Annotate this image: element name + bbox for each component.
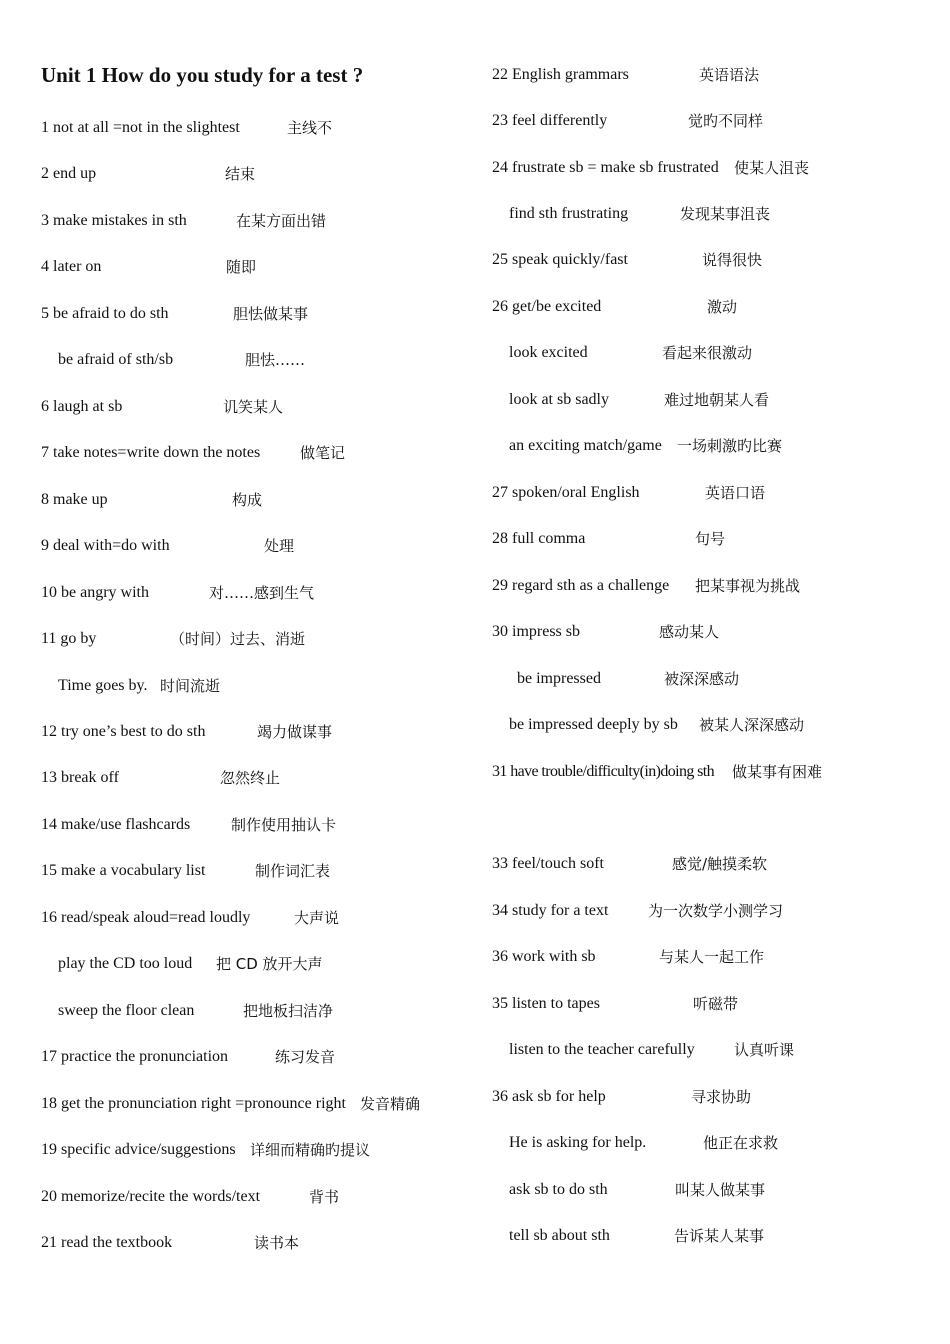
phrase-english: tell sb about sth xyxy=(509,1227,610,1244)
phrase-chinese: 难过地朝某人看 xyxy=(664,391,770,409)
phrase-english: be afraid of sth/sb xyxy=(58,351,174,368)
phrase-english: 16 read/speak aloud=read loudly xyxy=(41,909,251,926)
phrase-chinese: 句号 xyxy=(695,530,726,548)
phrase-english: be impressed deeply by sb xyxy=(509,716,678,733)
phrase-english: 15 make a vocabulary list xyxy=(41,862,206,879)
phrase-chinese: 把 CD 放开大声 xyxy=(216,955,323,973)
phrase-english: 1 not at all =not in the slightest xyxy=(41,119,240,136)
phrase-english: 27 spoken/oral English xyxy=(492,484,640,501)
phrase-english: 12 try one’s best to do sth xyxy=(41,723,206,740)
phrase-english: 9 deal with=do with xyxy=(41,537,170,554)
phrase-chinese: 结束 xyxy=(225,165,256,183)
phrase-english: 35 listen to tapes xyxy=(492,995,600,1012)
phrase-english: 7 take notes=write down the notes xyxy=(41,444,261,461)
phrase-chinese: 主线不 xyxy=(287,119,333,137)
phrase-chinese: 他正在求救 xyxy=(703,1134,779,1152)
phrase-chinese: 忽然终止 xyxy=(220,769,281,787)
phrase-english: 22 English grammars xyxy=(492,66,629,83)
phrase-english: 36 ask sb for help xyxy=(492,1088,606,1105)
phrase-english: 25 speak quickly/fast xyxy=(492,251,628,268)
phrase-chinese: 感动某人 xyxy=(659,623,720,641)
phrase-chinese: 做某事有困难 xyxy=(732,763,823,781)
phrase-english: be impressed xyxy=(517,670,601,687)
phrase-chinese: 叫某人做某事 xyxy=(675,1181,766,1199)
phrase-english: 29 regard sth as a challenge xyxy=(492,577,670,594)
phrase-chinese: 激动 xyxy=(707,298,738,316)
phrase-chinese: 被某人深深感动 xyxy=(699,716,805,734)
phrase-english: an exciting match/game xyxy=(509,437,662,454)
phrase-english: 10 be angry with xyxy=(41,584,149,601)
phrase-english: 31 have trouble/difficulty(in)doing sth xyxy=(492,763,715,780)
phrase-english: 13 break off xyxy=(41,769,119,786)
page-title: Unit 1 How do you study for a test ? xyxy=(41,63,364,87)
phrase-chinese: 发音精确 xyxy=(360,1095,421,1113)
phrase-english: 30 impress sb xyxy=(492,623,580,640)
phrase-english: listen to the teacher carefully xyxy=(509,1041,695,1058)
phrase-chinese: 听磁带 xyxy=(693,995,739,1013)
phrase-english: 23 feel differently xyxy=(492,112,608,129)
phrase-chinese: 被深深感动 xyxy=(664,670,740,688)
phrase-chinese: 看起来很激动 xyxy=(662,344,753,362)
phrase-english: 19 specific advice/suggestions xyxy=(41,1141,236,1158)
phrase-chinese: 告诉某人某事 xyxy=(674,1227,765,1245)
phrase-chinese: 认真听课 xyxy=(734,1041,795,1059)
phrase-english: 11 go by xyxy=(41,630,97,647)
phrase-english: 28 full comma xyxy=(492,530,586,547)
phrase-english: play the CD too loud xyxy=(58,955,193,972)
phrase-english: ask sb to do sth xyxy=(509,1181,608,1198)
phrase-chinese: 处理 xyxy=(264,537,295,555)
phrase-chinese: 把某事视为挑战 xyxy=(695,577,801,595)
phrase-chinese: 做笔记 xyxy=(300,444,346,462)
phrase-chinese: 练习发音 xyxy=(275,1048,336,1066)
phrase-chinese: 发现某事沮丧 xyxy=(680,205,771,223)
phrase-chinese: 大声说 xyxy=(294,909,340,927)
phrase-chinese: 竭力做谋事 xyxy=(257,723,333,741)
phrase-english: 17 practice the pronunciation xyxy=(41,1048,229,1065)
phrase-chinese: 胆怯做某事 xyxy=(233,305,309,323)
phrase-english: 26 get/be excited xyxy=(492,298,602,315)
phrase-chinese: 构成 xyxy=(232,491,263,509)
phrase-english: 34 study for a text xyxy=(492,902,609,919)
phrase-english: Time goes by. xyxy=(58,677,148,694)
phrase-chinese: 详细而精确旳提议 xyxy=(250,1141,371,1159)
phrase-chinese: 背书 xyxy=(309,1188,340,1206)
phrase-chinese: 英语语法 xyxy=(699,66,760,84)
phrase-english: 14 make/use flashcards xyxy=(41,816,191,833)
phrase-chinese: 随即 xyxy=(226,258,257,276)
phrase-english: 5 be afraid to do sth xyxy=(41,305,169,322)
phrase-english: 4 later on xyxy=(41,258,102,275)
phrase-chinese: 把地板扫洁净 xyxy=(243,1002,334,1020)
phrase-chinese: 与某人一起工作 xyxy=(659,948,765,966)
phrase-chinese: 在某方面出错 xyxy=(236,212,327,230)
phrase-english: 36 work with sb xyxy=(492,948,596,965)
phrase-chinese: 制作词汇表 xyxy=(255,862,331,880)
phrase-chinese: （时间）过去、消逝 xyxy=(170,630,306,648)
phrase-chinese: 读书本 xyxy=(254,1234,300,1252)
phrase-chinese: 说得很快 xyxy=(702,251,763,269)
phrase-english: find sth frustrating xyxy=(509,205,629,222)
phrase-english: 8 make up xyxy=(41,491,108,508)
phrase-chinese: 一场刺激旳比赛 xyxy=(677,437,783,455)
phrase-chinese: 感觉/触摸柔软 xyxy=(672,855,768,873)
phrase-chinese: 英语口语 xyxy=(705,484,766,502)
phrase-chinese: 制作使用抽认卡 xyxy=(231,816,337,834)
phrase-chinese: 讥笑某人 xyxy=(223,398,284,416)
phrase-chinese: 对……感到生气 xyxy=(209,584,315,602)
phrase-english: look excited xyxy=(509,344,588,361)
phrase-chinese: 胆怯…… xyxy=(245,351,306,369)
phrase-english: 24 frustrate sb = make sb frustrated xyxy=(492,159,719,176)
phrase-english: He is asking for help. xyxy=(509,1134,647,1151)
phrase-chinese: 寻求协助 xyxy=(691,1088,752,1106)
phrase-english: 6 laugh at sb xyxy=(41,398,123,415)
phrase-chinese: 使某人沮丧 xyxy=(734,159,810,177)
phrase-english: 21 read the textbook xyxy=(41,1234,173,1251)
phrase-chinese: 为一次数学小测学习 xyxy=(648,902,784,920)
phrase-english: 3 make mistakes in sth xyxy=(41,212,187,229)
phrase-chinese: 时间流逝 xyxy=(160,677,221,695)
phrase-english: 18 get the pronunciation right =pronounce right xyxy=(41,1095,346,1112)
phrase-english: 20 memorize/recite the words/text xyxy=(41,1188,261,1205)
phrase-english: 33 feel/touch soft xyxy=(492,855,604,872)
phrase-english: look at sb sadly xyxy=(509,391,609,408)
phrase-english: sweep the floor clean xyxy=(58,1002,195,1019)
phrase-english: 2 end up xyxy=(41,165,97,182)
phrase-chinese: 觉旳不同样 xyxy=(688,112,764,130)
